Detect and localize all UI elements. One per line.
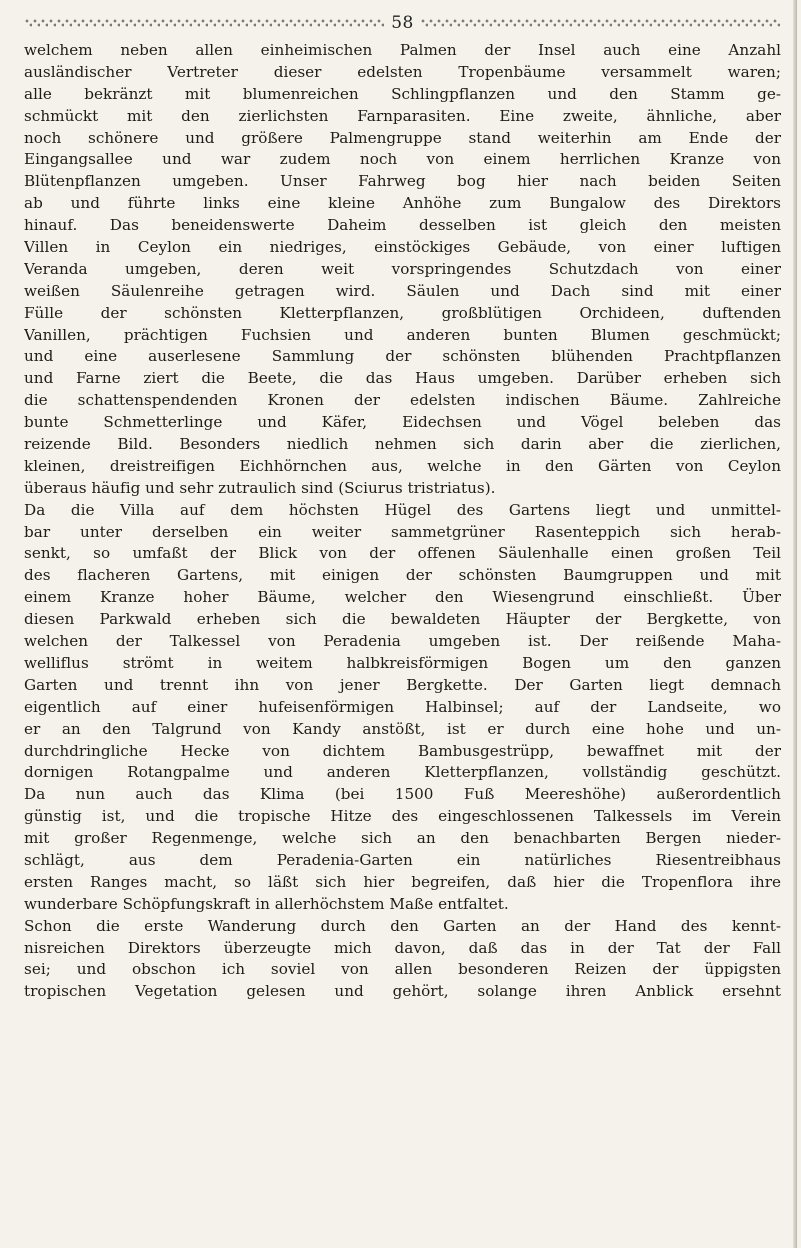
header-ornament-right: [420, 18, 781, 28]
text-line: Schon die erste Wanderung durch den Garten an der Hand des kennt-: [24, 916, 781, 935]
text-line: die schattenspendenden Kronen der edelsten indischen Bäume. Zahlreiche: [24, 391, 781, 410]
text-line: diesen Parkwald erheben sich die bewaldeten Häupter der Bergkette, von: [24, 610, 781, 629]
text-line: Da nun auch das Klima (bei 1500 Fuß Meereshöhe) außerordentlich: [24, 785, 781, 804]
text-line: welchem neben allen einheimischen Palmen der Insel auch eine Anzahl: [24, 41, 781, 59]
body-text: [24, 40, 781, 1230]
text-line: welliflus strömt in weitem halbkreisförmigen Bogen um den ganzen: [24, 653, 781, 672]
text-line: wunderbare Schöpfungskraft in allerhöchstem Maße entfaltet.: [24, 894, 509, 913]
page-number: 58: [391, 13, 414, 33]
text-line: [24, 1003, 781, 1025]
text-line: des flacheren Gartens, mit einigen der schönsten Baumgruppen und mit: [24, 566, 781, 585]
text-line: ausländischer Vertreter dieser edelsten Tropenbäume versammelt waren;: [24, 62, 781, 81]
text-line: reizende Bild. Besonders niedlich nehmen sich darin aber die zierlichen,: [24, 435, 781, 454]
text-line: senkt, so umfaßt der Blick von der offenen Säulenhalle einen großen Teil: [24, 544, 781, 563]
text-line: Blütenpflanzen umgeben. Unser Fahrweg bog hier nach beiden Seiten: [24, 172, 781, 191]
text-line: Garten und trennt ihn von jener Bergkette. Der Garten liegt demnach: [24, 675, 781, 694]
text-line: Villen in Ceylon ein niedriges, einstöckiges Gebäude, von einer luftigen: [24, 238, 781, 257]
page-edge: [793, 0, 797, 1248]
text-line: er an den Talgrund von Kandy anstößt, ist er durch eine hohe und un-: [24, 719, 781, 738]
text-line: und eine auserlesene Sammlung der schönsten blühenden Prachtpflanzen: [24, 347, 781, 366]
page-header: [24, 10, 781, 36]
text-line: Fülle der schönsten Kletterpflanzen, großblütigen Orchideen, duftenden: [24, 303, 781, 322]
text-line: Eingangsallee und war zudem noch von einem herrlichen Kranze von: [24, 150, 781, 169]
text-line: hinauf. Das beneidenswerte Daheim desselben ist gleich den meisten: [24, 216, 781, 235]
text-line: weißen Säulenreihe getragen wird. Säulen und Dach sind mit einer: [24, 281, 781, 300]
header-ornament-left: [24, 18, 385, 28]
text-line: überaus häufig und sehr zutraulich sind (Sciurus tristriatus).: [24, 478, 496, 497]
text-line: schlägt, aus dem Peradenia-Garten ein natürliches Riesentreibhaus: [24, 850, 781, 869]
text-line: eigentlich auf einer hufeisenförmigen Halbinsel; auf der Landseite, wo: [24, 697, 781, 716]
text-line: bunte Schmetterlinge und Käfer, Eidechsen und Vögel beleben das: [24, 413, 781, 432]
text-line: einem Kranze hoher Bäume, welcher den Wiesengrund einschließt. Über: [24, 588, 781, 607]
text-line: Da die Villa auf dem höchsten Hügel des Gartens liegt und unmittel-: [24, 500, 781, 519]
text-line: ersten Ranges macht, so läßt sich hier begreifen, daß hier die Tropenflora ihre: [24, 872, 781, 891]
text-line: günstig ist, und die tropische Hitze des eingeschlossenen Talkessels im Verein: [24, 807, 781, 826]
text-line: Veranda umgeben, deren weit vorspringendes Schutzdach von einer: [24, 259, 781, 278]
text-line: und Farne ziert die Beete, die das Haus umgeben. Darüber erheben sich: [24, 369, 781, 388]
text-line: durchdringliche Hecke von dichtem Bambusgestrüpp, bewaffnet mit der: [24, 741, 781, 760]
text-line: nisreichen Direktors überzeugte mich davon, daß das in der Tat der Fall: [24, 938, 781, 957]
text-line: ab und führte links eine kleine Anhöhe zum Bungalow des Direktors: [24, 194, 781, 213]
text-line: mit großer Regenmenge, welche sich an den benachbarten Bergen nieder-: [24, 829, 781, 848]
text-line: welchen der Talkessel von Peradenia umgeben ist. Der reißende Maha-: [24, 632, 781, 651]
text-line: tropischen Vegetation gelesen und gehört, solange ihren Anblick ersehnt: [24, 982, 781, 1001]
text-line: Vanillen, prächtigen Fuchsien und anderen bunten Blumen geschmückt;: [24, 325, 781, 344]
text-line: sei; und obschon ich soviel von allen besonderen Reizen der üppigsten: [24, 960, 781, 979]
text-line: alle bekränzt mit blumenreichen Schlingpflanzen und den Stamm ge-: [24, 84, 781, 103]
text-line: bar unter derselben ein weiter sammetgrüner Rasenteppich sich herab-: [24, 522, 781, 541]
text-line: dornigen Rotangpalme und anderen Kletterpflanzen, vollständig geschützt.: [24, 763, 781, 782]
text-line: noch schönere und größere Palmengruppe stand weiterhin am Ende der: [24, 128, 781, 147]
text-line: kleinen, dreistreifigen Eichhörnchen aus, welche in den Gärten von Ceylon: [24, 456, 781, 475]
text-line: schmückt mit den zierlichsten Farnparasiten. Eine zweite, ähnliche, aber: [24, 106, 781, 125]
